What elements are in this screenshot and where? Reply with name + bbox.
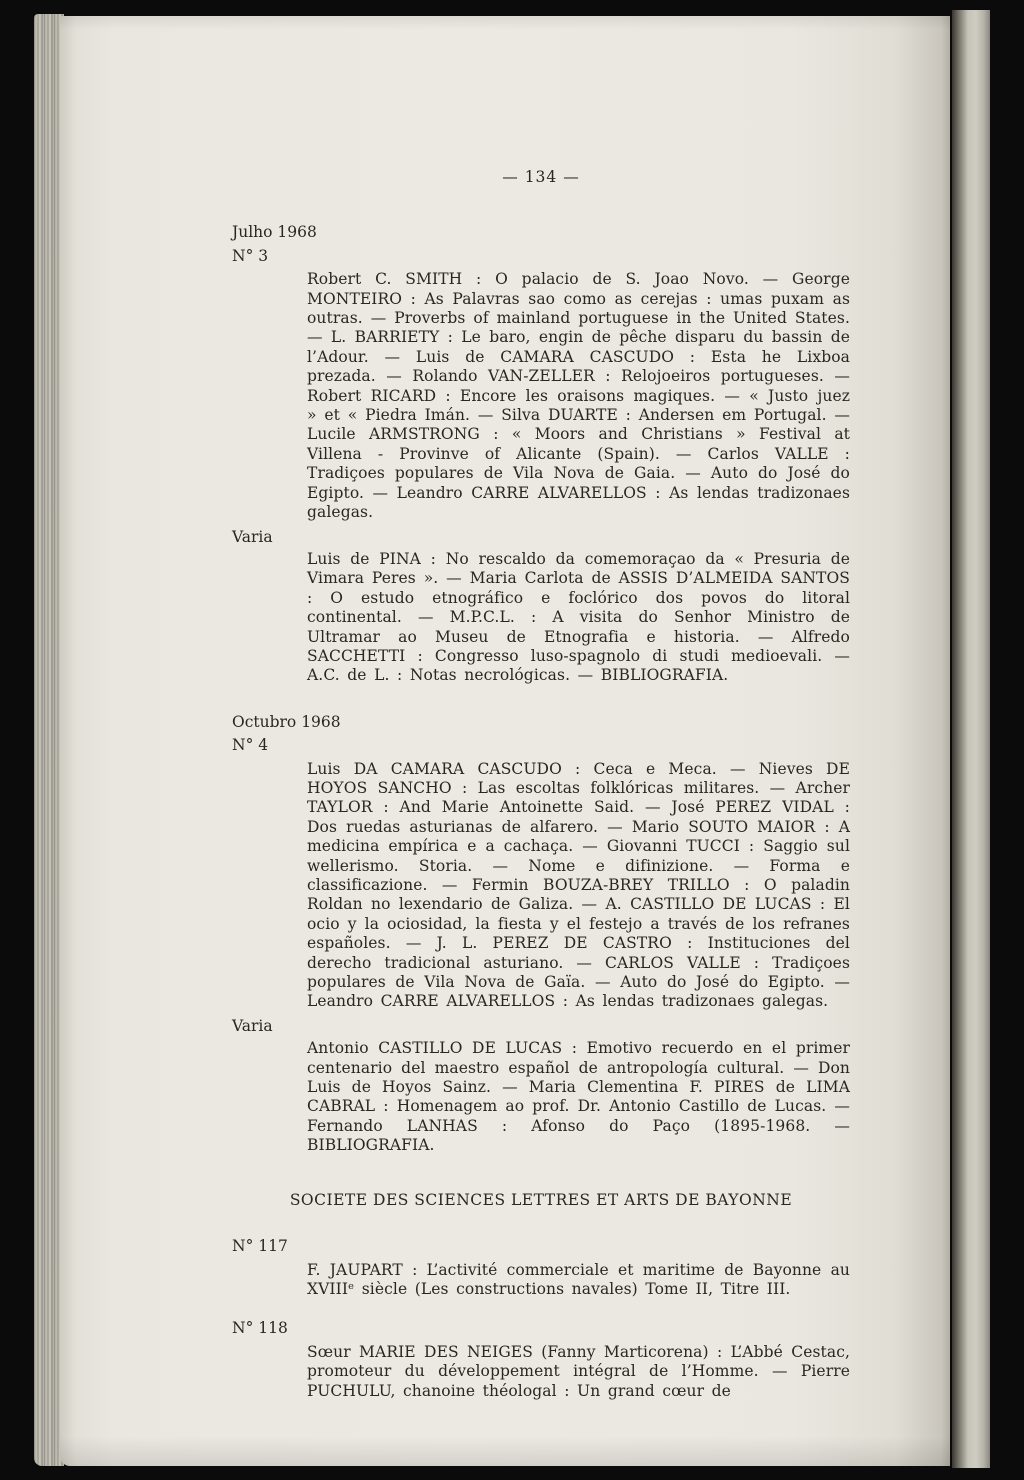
issue-block-octubro-1968 [232, 713, 852, 1156]
issue-contents: F. JAUPART : L’activité commerciale et maritime de Bayonne au XVIIIᵉ siècle (Les constructions navales) Tome II, Titre III. [307, 1260, 850, 1298]
varia-label: Varia [232, 527, 273, 546]
issue-date: Julho 1968 [232, 223, 317, 242]
varia-contents: Antonio CASTILLO DE LUCAS : Emotivo recuerdo en el primer centenario del maestro español de antropología cultural. — Don Luis de Hoyos Sainz. — Maria Clementina F. PIRES de LIMA CABRAL : Homenagem ao prof. Dr. Antonio Castillo de Lucas. — Fernando LANHAS : Afonso do Paço (1895-1968. — BIBLIOGRAFIA. [307, 1039, 850, 1155]
adjacent-page-edge [952, 10, 990, 1468]
issue-block-julho-1968 [232, 223, 852, 685]
issue-contents: Sœur MARIE DES NEIGES (Fanny Marticorena) : L’Abbé Cestac, promoteur du développement intégral de l’Homme. — Pierre PUCHULU, chanoine théologal : Un grand cœur de [307, 1342, 850, 1400]
book-page [60, 16, 950, 1466]
page-number: — 134 — [502, 168, 580, 186]
page-content [232, 168, 852, 1401]
issue-contents: Robert C. SMITH : O palacio de S. Joao Novo. — George MONTEIRO : As Palavras sao como as cerejas : umas puxam as outras. — Proverbs of mainland portuguese in the United States. — L. BARRIETY : Le baro, engin de pêche disparu du bassin de l’Adour. — Luis de CAMARA CASCUDO : Esta he Lixboa prezada. — Rolando VAN-ZELLER : Relojoeiros portugueses. — Robert RICARD : Encore les oraisons magiques. — « Justo juez » et « Piedra Imán. — Silva DUARTE : Andersen em Portugal. — Lucile ARMSTRONG : « Moors and Christians » Festival at Villena - Provinve of Alicante (Spain). — Carlos VALLE : Tradiçoes populares de Vila Nova de Gaia. — Auto do José do Egipto. — Leandro CARRE ALVARELLOS : As lendas tradizonaes galegas. [307, 270, 850, 522]
varia-label: Varia [232, 1016, 273, 1035]
society-heading: SOCIETE DES SCIENCES LETTRES ET ARTS DE BAYONNE [289, 1190, 793, 1209]
issue-number: N° 118 [232, 1319, 288, 1338]
issue-number: N° 4 [232, 736, 269, 755]
issue-contents: Luis DA CAMARA CASCUDO : Ceca e Meca. — Nieves DE HOYOS SANCHO : Las escoltas folklóricas militares. — Archer TAYLOR : And Marie Antoinette Said. — José PEREZ VIDAL : Dos ruedas asturianas de alfarero. — Mario SOUTO MAIOR : A medicina empírica e a cachaça. — Giovanni TUCCI : Saggio sul wellerismo. Storia. — Nome e difinizione. — Forma e classificazione. — Fermin BOUZA-BREY TRILLO : O paladin Roldan no lexendario de Galiza. — A. CASTILLO DE LUCAS : El ocio y la ociosidad, la fiesta y el festejo a través de los refranes españoles. — J. L. PEREZ DE CASTRO : Instituciones del derecho tradicional asturiano. — CARLOS VALLE : Tradiçoes populares de Vila Nova de Gaïa. — Auto do José do Egipto. — Leandro CARRE ALVARELLOS : As lendas tradizonaes galegas. [307, 759, 850, 1011]
varia-contents: Luis de PINA : No rescaldo da comemoraçao da « Presuria de Vimara Peres ». — Maria Carlota de ASSIS D’ALMEIDA SANTOS : O estudo etnográfico e foclórico dos povos do litoral continental. — M.P.C.L. : A visita do Senhor Ministro de Ultramar ao Museu de Etnografia e historia. — Alfredo SACCHETTI : Congresso luso-spagnolo di studi medioevali. — A.C. de L. : Notas necrológicas. — BIBLIOGRAFIA. [307, 549, 850, 685]
issue-block-117 [232, 1237, 852, 1299]
issue-block-118 [232, 1319, 852, 1401]
issue-number: N° 3 [232, 246, 269, 265]
issue-number: N° 117 [232, 1237, 288, 1256]
issue-date: Octubro 1968 [232, 712, 341, 731]
